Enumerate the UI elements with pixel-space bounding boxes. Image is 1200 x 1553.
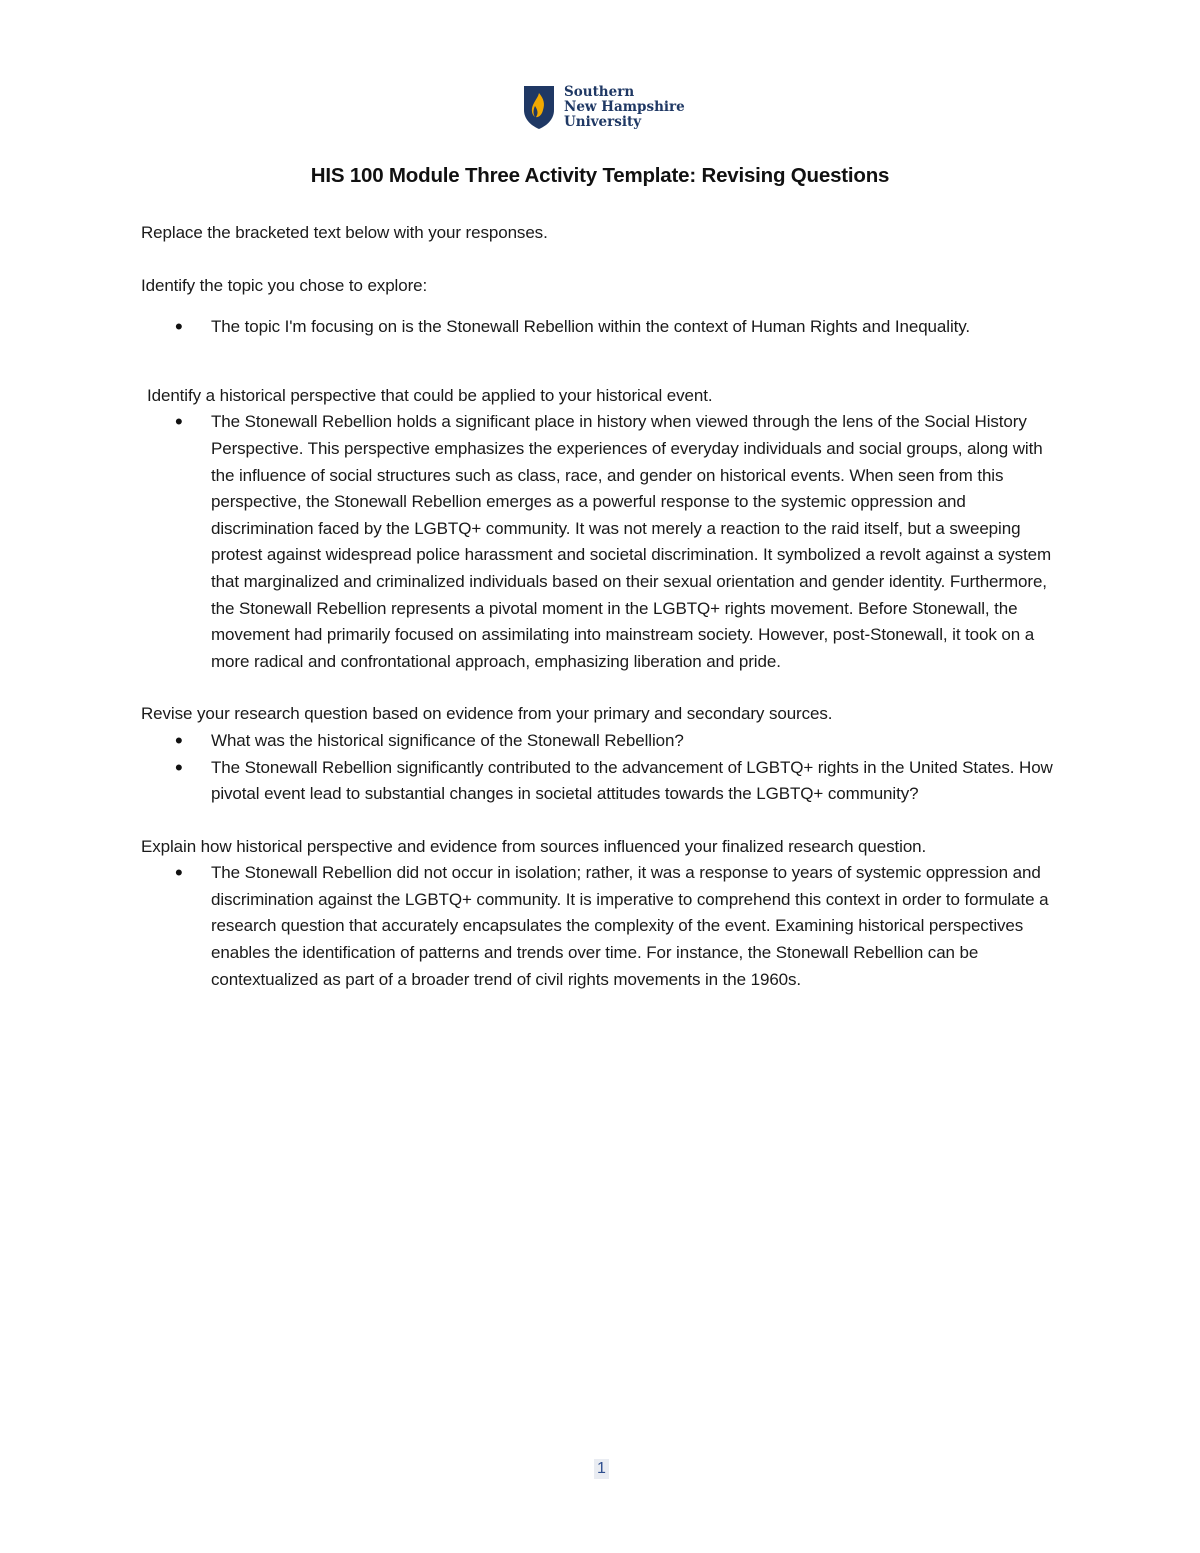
document-title: HIS 100 Module Three Activity Template: Revising Questions xyxy=(310,164,890,187)
page-number: 1 xyxy=(594,1459,609,1479)
section-heading-explain: Explain how historical perspective and evidence from sources influenced your finalized research question. xyxy=(141,836,927,856)
logo-line-2: New Hampshire xyxy=(564,98,685,115)
logo-wordmark xyxy=(564,85,685,130)
list-item: • The Stonewall Rebellion holds a significant place in history when viewed through the lens of the Social History Perspective. This perspective emphasizes the experiences of everyday individuals and social groups, along with the influence of social structures such as class, race, and gender on historical events. When seen from this perspective, the Stonewall Rebellion emerges as a powerful response to the systemic oppression and discrimination faced by the LGBTQ+ community. It was not merely a reaction to the raid itself, but a sweeping protest against widespread police harassment and societal discrimination. It symbolized a revolt against a system that marginalized and criminalized individuals based on their sexual orientation and gender identity. Furthermore, the Stonewall Rebellion represents a pivotal moment in the LGBTQ+ rights movement. Before Stonewall, the movement had primarily focused on assimilating into mainstream society. However, post-Stonewall, it took on a more radical and confrontational approach, emphasizing liberation and pride. xyxy=(211,409,1061,675)
topic-list xyxy=(141,314,1061,341)
section-heading-topic: Identify the topic you chose to explore: xyxy=(141,275,428,295)
list-item: • The Stonewall Rebellion significantly contributed to the advancement of LGBTQ+ rights in the United States. How pivotal event lead to substantial changes in societal attitudes towards the LGBTQ+ community? xyxy=(211,755,1061,808)
list-item: • The topic I'm focusing on is the Stonewall Rebellion within the context of Human Rights and Inequality. xyxy=(211,314,1061,341)
shield-flame-icon xyxy=(522,84,556,130)
university-logo xyxy=(522,84,685,130)
list-item: • What was the historical significance of the Stonewall Rebellion? xyxy=(211,728,1061,755)
section-heading-revise: Revise your research question based on evidence from your primary and secondary sources. xyxy=(141,704,833,724)
logo-line-1: Southern xyxy=(564,83,635,100)
perspective-list xyxy=(141,409,1061,675)
revise-list xyxy=(141,728,1061,808)
explain-list xyxy=(141,860,1061,993)
logo-line-3: University xyxy=(564,113,642,130)
instruction-text: Replace the bracketed text below with your responses. xyxy=(141,223,548,242)
document-body xyxy=(141,220,1061,993)
section-heading-perspective: Identify a historical perspective that could be applied to your historical event. xyxy=(147,385,713,405)
list-item: • The Stonewall Rebellion did not occur in isolation; rather, it was a response to years of systemic oppression and discrimination against the LGBTQ+ community. It is imperative to comprehend this context in order to formulate a research question that accurately encapsulates the complexity of the event. Examining historical perspectives enables the identification of patterns and trends over time. For instance, the Stonewall Rebellion can be contextualized as part of a broader trend of civil rights movements in the 1960s. xyxy=(211,860,1061,993)
